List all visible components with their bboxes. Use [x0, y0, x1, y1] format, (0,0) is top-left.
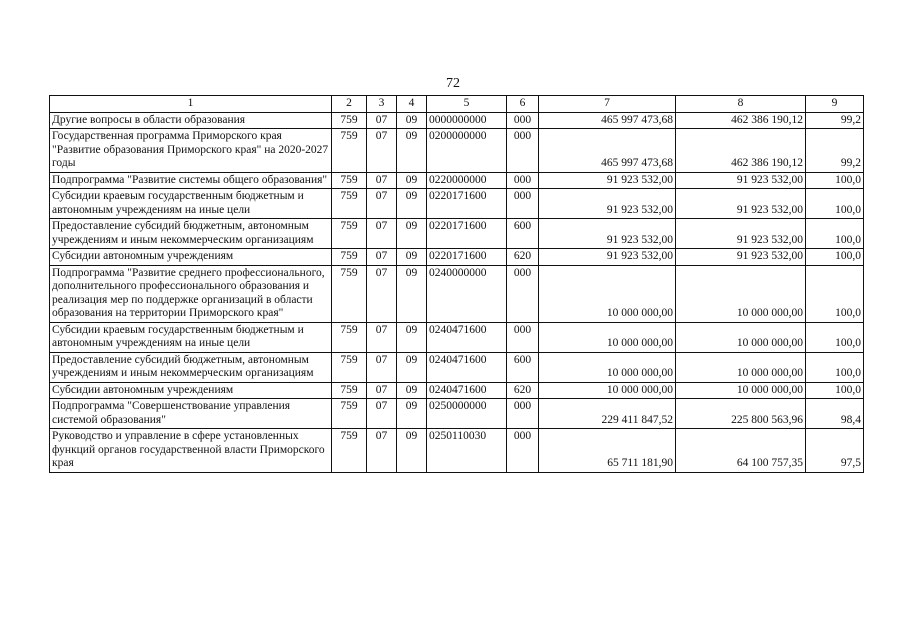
budget-table: [49, 95, 864, 473]
executed-amount-cell: 10 000 000,00: [676, 352, 806, 382]
expense-type-cell: 000: [507, 112, 539, 129]
planned-amount-cell: 465 997 473,68: [539, 129, 676, 173]
target-article-cell: 0240471600: [427, 382, 507, 399]
executed-amount-cell: 91 923 532,00: [676, 172, 806, 189]
planned-amount-cell: 10 000 000,00: [539, 382, 676, 399]
executed-amount-cell: 10 000 000,00: [676, 265, 806, 322]
subsection-cell: 09: [397, 172, 427, 189]
header-cell: 5: [427, 96, 507, 113]
expense-type-cell: 620: [507, 249, 539, 266]
item-name-cell: Предоставление субсидий бюджетным, автономным учреждениям и иным некоммерческим организациям: [50, 352, 332, 382]
section-cell: 07: [367, 429, 397, 473]
table-row: [50, 429, 864, 473]
percent-executed-cell: 100,0: [806, 322, 864, 352]
chapter-code-cell: 759: [332, 112, 367, 129]
table-row: [50, 352, 864, 382]
page-number: 72: [446, 76, 460, 91]
executed-amount-cell: 91 923 532,00: [676, 249, 806, 266]
item-name-cell: Субсидии краевым государственным бюджетным и автономным учреждениям на иные цели: [50, 189, 332, 219]
planned-amount-cell: 10 000 000,00: [539, 352, 676, 382]
target-article-cell: 0000000000: [427, 112, 507, 129]
table-row: [50, 129, 864, 173]
header-cell: 7: [539, 96, 676, 113]
percent-executed-cell: 99,2: [806, 112, 864, 129]
percent-executed-cell: 100,0: [806, 219, 864, 249]
subsection-cell: 09: [397, 382, 427, 399]
percent-executed-cell: 97,5: [806, 429, 864, 473]
executed-amount-cell: 462 386 190,12: [676, 112, 806, 129]
table-row: [50, 172, 864, 189]
percent-executed-cell: 100,0: [806, 189, 864, 219]
expense-type-cell: 000: [507, 189, 539, 219]
expense-type-cell: 000: [507, 322, 539, 352]
section-cell: 07: [367, 382, 397, 399]
executed-amount-cell: 91 923 532,00: [676, 219, 806, 249]
subsection-cell: 09: [397, 399, 427, 429]
section-cell: 07: [367, 219, 397, 249]
subsection-cell: 09: [397, 352, 427, 382]
item-name-cell: Подпрограмма "Развитие системы общего образования": [50, 172, 332, 189]
chapter-code-cell: 759: [332, 129, 367, 173]
item-name-cell: Руководство и управление в сфере установленных функций органов государственной власти Приморского края: [50, 429, 332, 473]
planned-amount-cell: 10 000 000,00: [539, 322, 676, 352]
table-row: [50, 399, 864, 429]
subsection-cell: 09: [397, 219, 427, 249]
percent-executed-cell: 100,0: [806, 352, 864, 382]
expense-type-cell: 000: [507, 399, 539, 429]
header-cell: 1: [50, 96, 332, 113]
item-name-cell: Государственная программа Приморского края "Развитие образования Приморского края" на 2020-2027 годы: [50, 129, 332, 173]
target-article-cell: 0220171600: [427, 249, 507, 266]
item-name-cell: Субсидии автономным учреждениям: [50, 382, 332, 399]
table-row: [50, 112, 864, 129]
section-cell: 07: [367, 172, 397, 189]
section-cell: 07: [367, 399, 397, 429]
expense-type-cell: 000: [507, 429, 539, 473]
expense-type-cell: 620: [507, 382, 539, 399]
expense-type-cell: 000: [507, 129, 539, 173]
section-cell: 07: [367, 249, 397, 266]
planned-amount-cell: 465 997 473,68: [539, 112, 676, 129]
header-cell: 3: [367, 96, 397, 113]
subsection-cell: 09: [397, 429, 427, 473]
percent-executed-cell: 100,0: [806, 249, 864, 266]
subsection-cell: 09: [397, 189, 427, 219]
chapter-code-cell: 759: [332, 352, 367, 382]
percent-executed-cell: 99,2: [806, 129, 864, 173]
executed-amount-cell: 64 100 757,35: [676, 429, 806, 473]
chapter-code-cell: 759: [332, 219, 367, 249]
subsection-cell: 09: [397, 112, 427, 129]
target-article-cell: 0200000000: [427, 129, 507, 173]
executed-amount-cell: 10 000 000,00: [676, 382, 806, 399]
percent-executed-cell: 100,0: [806, 265, 864, 322]
table-row: [50, 265, 864, 322]
subsection-cell: 09: [397, 249, 427, 266]
item-name-cell: Другие вопросы в области образования: [50, 112, 332, 129]
planned-amount-cell: 91 923 532,00: [539, 172, 676, 189]
item-name-cell: Подпрограмма "Развитие среднего профессионального, дополнительного профессионального образования и реализация мер по поддержке организаций в области образования на территории Приморского края": [50, 265, 332, 322]
planned-amount-cell: 91 923 532,00: [539, 189, 676, 219]
percent-executed-cell: 98,4: [806, 399, 864, 429]
section-cell: 07: [367, 112, 397, 129]
target-article-cell: 0250000000: [427, 399, 507, 429]
chapter-code-cell: 759: [332, 322, 367, 352]
subsection-cell: 09: [397, 129, 427, 173]
item-name-cell: Предоставление субсидий бюджетным, автономным учреждениям и иным некоммерческим организациям: [50, 219, 332, 249]
chapter-code-cell: 759: [332, 249, 367, 266]
target-article-cell: 0240471600: [427, 352, 507, 382]
target-article-cell: 0240471600: [427, 322, 507, 352]
planned-amount-cell: 10 000 000,00: [539, 265, 676, 322]
chapter-code-cell: 759: [332, 172, 367, 189]
expense-type-cell: 600: [507, 219, 539, 249]
target-article-cell: 0220171600: [427, 219, 507, 249]
header-cell: 2: [332, 96, 367, 113]
planned-amount-cell: 65 711 181,90: [539, 429, 676, 473]
subsection-cell: 09: [397, 322, 427, 352]
executed-amount-cell: 10 000 000,00: [676, 322, 806, 352]
chapter-code-cell: 759: [332, 399, 367, 429]
table-row: [50, 249, 864, 266]
executed-amount-cell: 225 800 563,96: [676, 399, 806, 429]
percent-executed-cell: 100,0: [806, 172, 864, 189]
chapter-code-cell: 759: [332, 189, 367, 219]
section-cell: 07: [367, 265, 397, 322]
chapter-code-cell: 759: [332, 429, 367, 473]
target-article-cell: 0220171600: [427, 189, 507, 219]
table-header-row: [50, 96, 864, 113]
chapter-code-cell: 759: [332, 382, 367, 399]
target-article-cell: 0220000000: [427, 172, 507, 189]
item-name-cell: Субсидии автономным учреждениям: [50, 249, 332, 266]
chapter-code-cell: 759: [332, 265, 367, 322]
executed-amount-cell: 91 923 532,00: [676, 189, 806, 219]
executed-amount-cell: 462 386 190,12: [676, 129, 806, 173]
expense-type-cell: 600: [507, 352, 539, 382]
header-cell: 9: [806, 96, 864, 113]
section-cell: 07: [367, 189, 397, 219]
header-cell: 8: [676, 96, 806, 113]
planned-amount-cell: 91 923 532,00: [539, 219, 676, 249]
table-row: [50, 322, 864, 352]
header-cell: 4: [397, 96, 427, 113]
expense-type-cell: 000: [507, 172, 539, 189]
planned-amount-cell: 91 923 532,00: [539, 249, 676, 266]
section-cell: 07: [367, 129, 397, 173]
subsection-cell: 09: [397, 265, 427, 322]
item-name-cell: Подпрограмма "Совершенствование управления системой образования": [50, 399, 332, 429]
percent-executed-cell: 100,0: [806, 382, 864, 399]
table-row: [50, 219, 864, 249]
section-cell: 07: [367, 322, 397, 352]
table-row: [50, 382, 864, 399]
target-article-cell: 0250110030: [427, 429, 507, 473]
expense-type-cell: 000: [507, 265, 539, 322]
item-name-cell: Субсидии краевым государственным бюджетным и автономным учреждениям на иные цели: [50, 322, 332, 352]
header-cell: 6: [507, 96, 539, 113]
planned-amount-cell: 229 411 847,52: [539, 399, 676, 429]
target-article-cell: 0240000000: [427, 265, 507, 322]
section-cell: 07: [367, 352, 397, 382]
table-row: [50, 189, 864, 219]
